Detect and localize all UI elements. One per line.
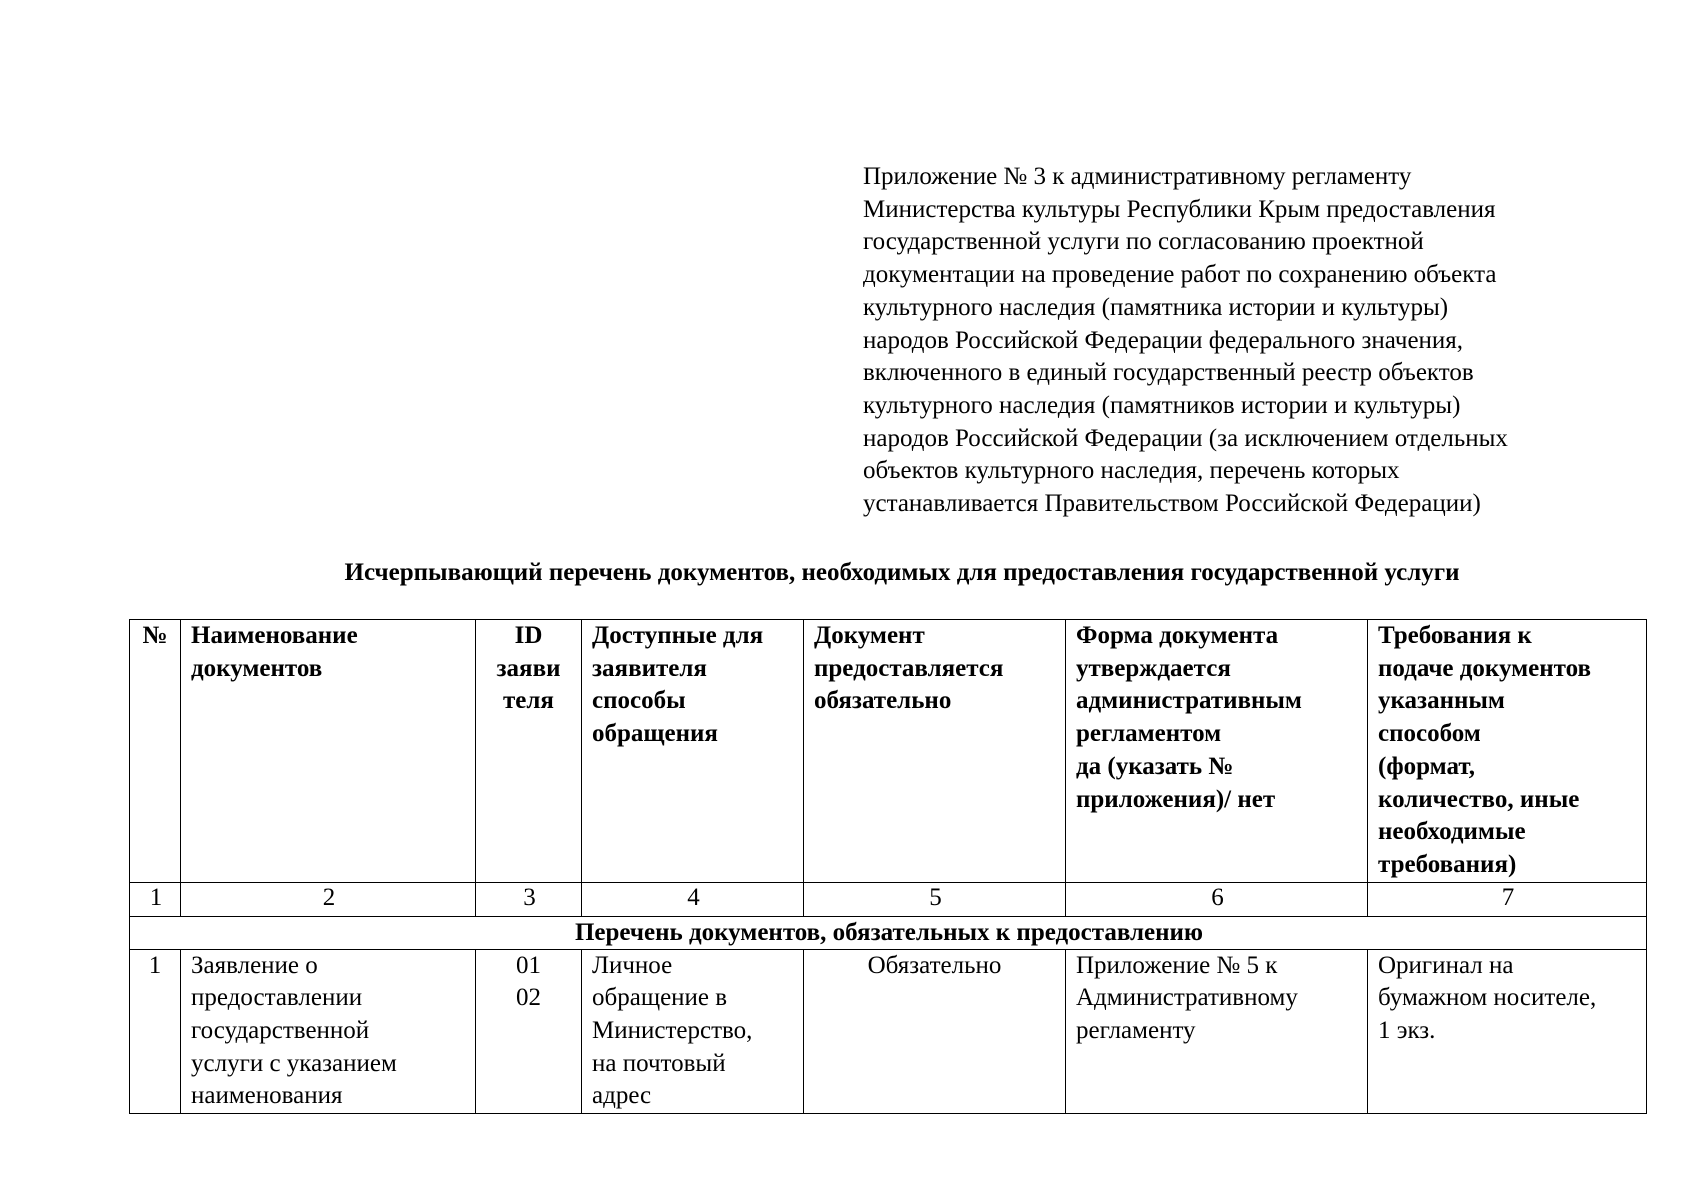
appendix-line: культурного наследия (памятника истории и культуры) — [863, 293, 1449, 321]
header-num: № — [130, 620, 181, 883]
appendix-line: устанавливается Правительством Российской Федерации) — [863, 490, 1481, 518]
document-title: Исчерпывающий перечень документов, необходимых для предоставления государственной услуги — [344, 559, 1460, 586]
row-form: Приложение № 5 к Административному регламенту — [1066, 949, 1368, 1114]
appendix-line: документации на проведение работ по сохранению объекта — [863, 261, 1497, 289]
section-title: Перечень документов, обязательных к предоставлению — [130, 916, 1647, 949]
column-number: 1 — [130, 882, 181, 916]
appendix-line: культурного наследия (памятников истории и культуры) — [863, 391, 1461, 419]
table-header-row — [130, 620, 1647, 883]
column-number: 6 — [1066, 882, 1368, 916]
table-row — [130, 949, 1647, 1114]
header-id: ID заяви теля — [476, 620, 582, 883]
appendix-line: Министерства культуры Республики Крым предоставления — [863, 195, 1496, 223]
row-mandatory: Обязательно — [804, 949, 1066, 1114]
section-row — [130, 916, 1647, 949]
header-requirements: Требования к подаче документов указанным способом (формат, количество, иные необходимые требования) — [1368, 620, 1647, 883]
row-num: 1 — [130, 949, 181, 1114]
row-requirements: Оригинал на бумажном носителе, 1 экз. — [1368, 949, 1647, 1114]
column-number: 7 — [1368, 882, 1647, 916]
header-methods: Доступные для заявителя способы обращения — [582, 620, 804, 883]
column-number: 4 — [582, 882, 804, 916]
column-number: 3 — [476, 882, 582, 916]
appendix-note — [863, 161, 1663, 521]
documents-table — [129, 619, 1647, 1114]
row-id: 01 02 — [476, 949, 582, 1114]
column-number: 5 — [804, 882, 1066, 916]
appendix-line: объектов культурного наследия, перечень которых — [863, 457, 1400, 485]
row-name: Заявление о предоставлении государственной услуги с указанием наименования — [181, 949, 476, 1114]
header-name: Наименование документов — [181, 620, 476, 883]
header-form: Форма документа утверждается административным регламентом да (указать № приложения)/ нет — [1066, 620, 1368, 883]
appendix-line: Приложение № 3 к административному регламенту — [863, 163, 1412, 190]
appendix-line: государственной услуги по согласованию проектной — [863, 228, 1424, 256]
appendix-line: народов Российской Федерации федерального значения, — [863, 326, 1464, 354]
column-number-row — [130, 882, 1647, 916]
header-mandatory: Документ предоставляется обязательно — [804, 620, 1066, 883]
appendix-line: включенного в единый государственный реестр объектов — [863, 359, 1474, 387]
column-number: 2 — [181, 882, 476, 916]
row-methods: Личное обращение в Министерство, на почтовый адрес — [582, 949, 804, 1114]
appendix-line: народов Российской Федерации (за исключением отдельных — [863, 424, 1508, 452]
